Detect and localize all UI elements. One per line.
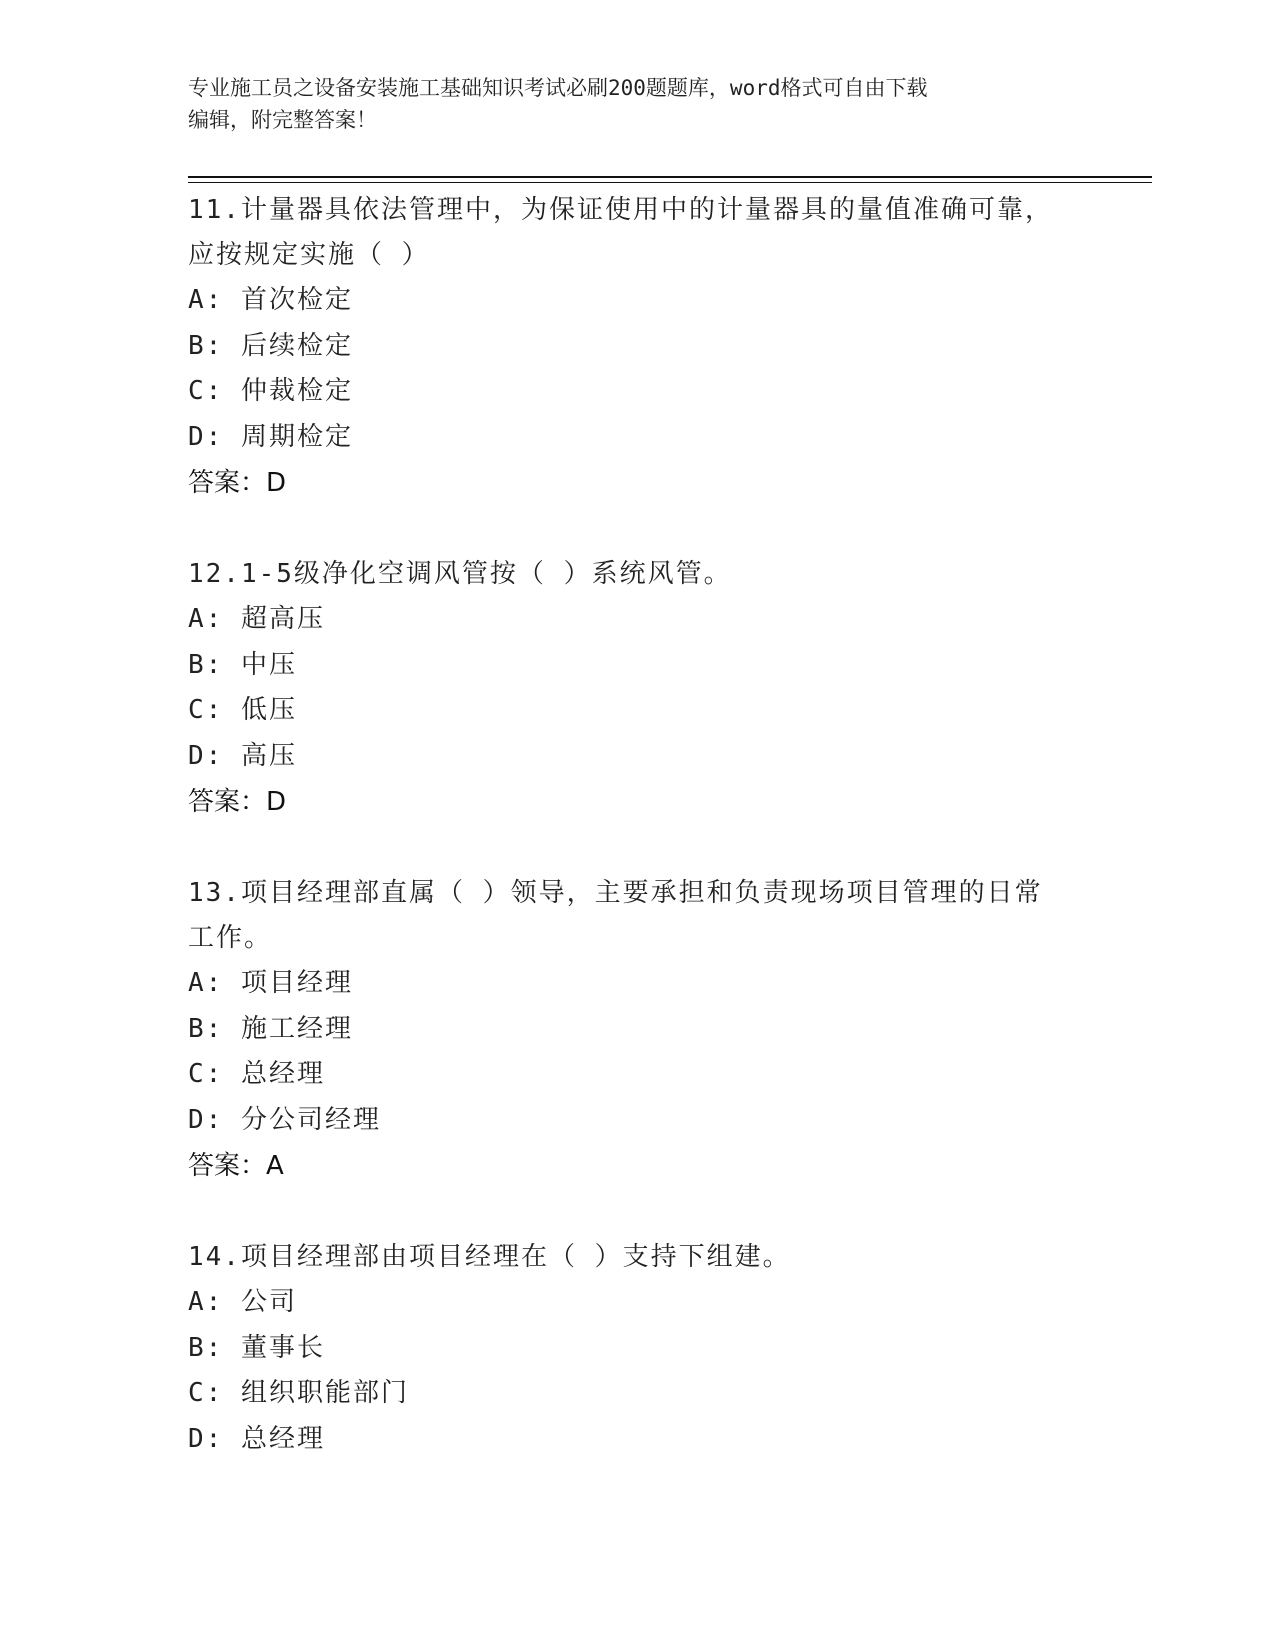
header-line-2: 编辑，附完整答案！ [188,108,377,132]
option-d: D: 分公司经理 [188,1104,381,1135]
option-a: A: 首次检定 [188,285,353,315]
answer: 答案：D [188,468,287,498]
answer: 答案：A [188,1151,284,1181]
header-rule-thin [188,182,1152,183]
option-d: D: 周期检定 [188,421,353,452]
question-text: 14.项目经理部由项目经理在（ ）支持下组建。 [188,1242,791,1272]
question-text: 11.计量器具依法管理中，为保证使用中的计量器具的量值准确可靠， [188,195,1053,225]
option-b: B: 中压 [188,649,297,680]
option-a: A: 公司 [188,1287,297,1317]
question-14 [188,1235,1088,1462]
question-13 [188,871,1088,1189]
question-text-continued: 工作。 [188,923,273,953]
option-b: B: 施工经理 [188,1013,353,1044]
option-d: D: 高压 [188,740,297,771]
option-b: B: 董事长 [188,1332,325,1363]
option-a: A: 超高压 [188,604,325,634]
question-12 [188,552,1088,825]
option-a: A: 项目经理 [188,968,353,998]
option-d: D: 总经理 [188,1423,325,1454]
document-header [188,72,1088,136]
question-text-continued: 应按规定实施（ ） [188,240,430,270]
question-list [188,188,1088,1508]
question-text: 12.1-5级净化空调风管按（ ）系统风管。 [188,559,732,589]
option-c: C: 总经理 [188,1059,325,1089]
question-text: 13.项目经理部直属（ ）领导，主要承担和负责现场项目管理的日常 [188,878,1043,908]
header-line-1: 专业施工员之设备安装施工基础知识考试必刷200题题库，word格式可自由下载 [188,76,928,100]
answer: 答案：D [188,787,287,817]
header-rule-thick [188,176,1152,178]
question-11 [188,188,1088,506]
option-b: B: 后续检定 [188,330,353,361]
option-c: C: 低压 [188,695,297,725]
option-c: C: 仲裁检定 [188,376,353,406]
option-c: C: 组织职能部门 [188,1378,409,1408]
